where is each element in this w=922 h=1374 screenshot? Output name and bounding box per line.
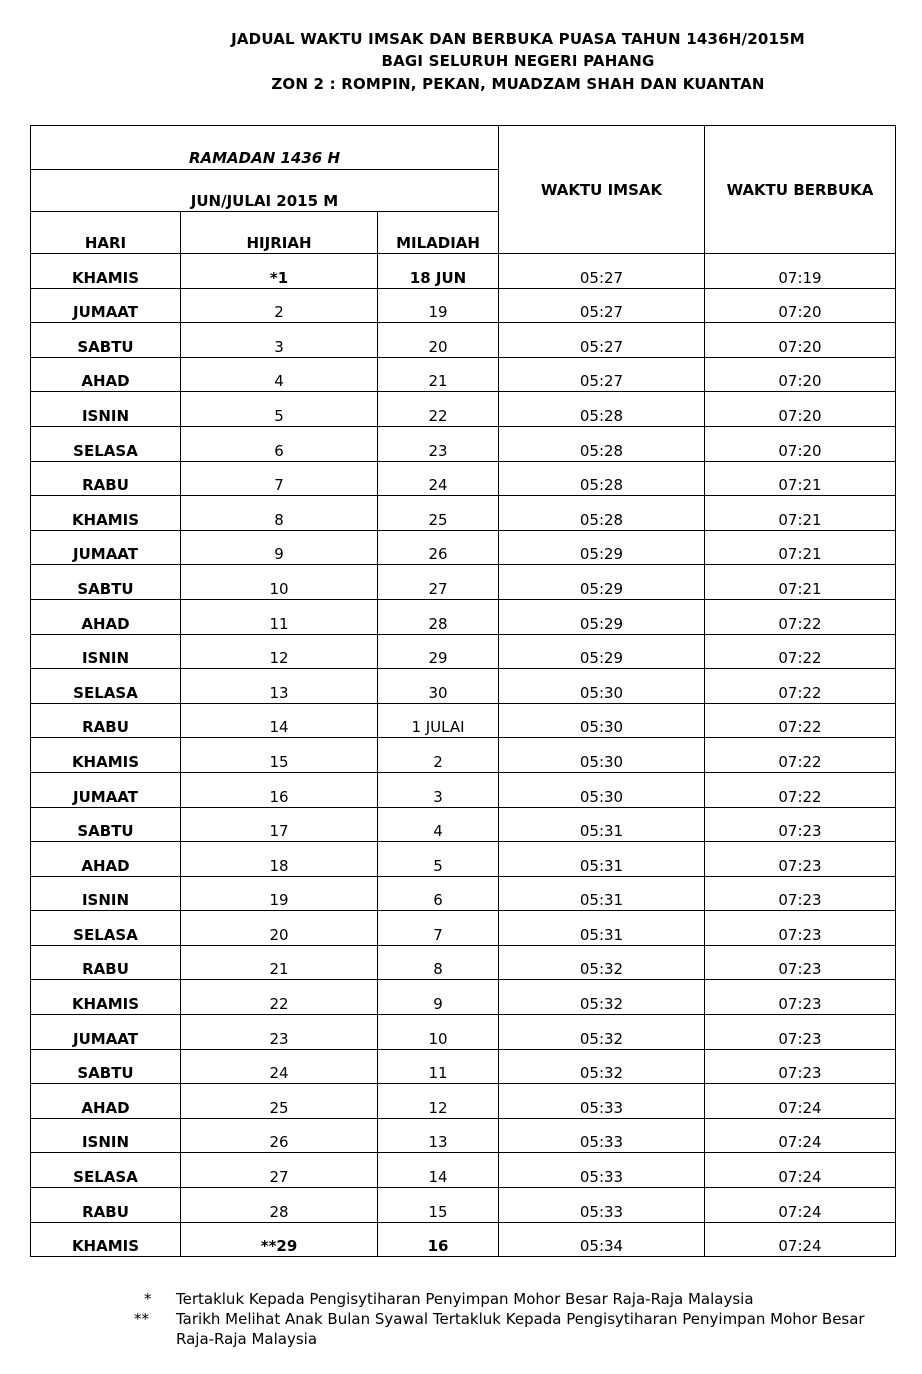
header-berbuka: WAKTU BERBUKA [705,126,896,254]
cell-hijriah: 28 [181,1188,378,1223]
cell-miladiah: 6 [378,876,499,911]
table-row [31,599,896,634]
cell-hijriah: 13 [181,669,378,704]
table-row [31,1188,896,1223]
cell-hari: RABU [31,1188,181,1223]
cell-imsak: 05:32 [499,1049,705,1084]
cell-miladiah: 14 [378,1153,499,1188]
cell-hijriah: 9 [181,530,378,565]
cell-hari: RABU [31,945,181,980]
cell-berbuka: 07:20 [705,426,896,461]
cell-miladiah: 19 [378,288,499,323]
cell-berbuka: 07:21 [705,496,896,531]
cell-imsak: 05:32 [499,945,705,980]
cell-imsak: 05:29 [499,530,705,565]
cell-miladiah: 10 [378,1015,499,1050]
cell-imsak: 05:28 [499,426,705,461]
cell-berbuka: 07:24 [705,1153,896,1188]
cell-miladiah: 7 [378,911,499,946]
cell-hari: SELASA [31,911,181,946]
header-ramadan: RAMADAN 1436 H [31,126,499,170]
cell-berbuka: 07:24 [705,1118,896,1153]
cell-hijriah: 5 [181,392,378,427]
cell-hijriah: 20 [181,911,378,946]
header-hijriah: HIJRIAH [181,212,378,254]
table-row [31,461,896,496]
cell-miladiah: 21 [378,357,499,392]
cell-miladiah: 1 JULAI [378,703,499,738]
table-row [31,1049,896,1084]
cell-berbuka: 07:23 [705,980,896,1015]
cell-berbuka: 07:19 [705,254,896,289]
cell-hari: SABTU [31,565,181,600]
cell-berbuka: 07:22 [705,703,896,738]
cell-hari: KHAMIS [31,496,181,531]
cell-hari: SELASA [31,426,181,461]
cell-imsak: 05:27 [499,357,705,392]
table-row [31,392,896,427]
cell-imsak: 05:30 [499,703,705,738]
table-row [31,634,896,669]
cell-berbuka: 07:22 [705,738,896,773]
cell-hari: ISNIN [31,1118,181,1153]
cell-hari: KHAMIS [31,254,181,289]
cell-hijriah: 8 [181,496,378,531]
cell-hari: AHAD [31,599,181,634]
cell-miladiah: 25 [378,496,499,531]
cell-miladiah: 2 [378,738,499,773]
cell-miladiah: 5 [378,842,499,877]
cell-hijriah: 2 [181,288,378,323]
cell-berbuka: 07:20 [705,392,896,427]
table-row [31,772,896,807]
cell-berbuka: 07:23 [705,1049,896,1084]
cell-imsak: 05:33 [499,1153,705,1188]
table-row [31,842,896,877]
cell-hari: KHAMIS [31,980,181,1015]
cell-miladiah: 23 [378,426,499,461]
cell-imsak: 05:30 [499,772,705,807]
header-month: JUN/JULAI 2015 M [31,170,499,212]
table-row [31,807,896,842]
cell-hari: SABTU [31,807,181,842]
cell-hijriah: **29 [181,1222,378,1257]
cell-berbuka: 07:22 [705,669,896,704]
cell-hari: ISNIN [31,392,181,427]
cell-imsak: 05:28 [499,496,705,531]
cell-berbuka: 07:20 [705,288,896,323]
cell-hijriah: 6 [181,426,378,461]
cell-hari: JUMAAT [31,288,181,323]
cell-berbuka: 07:20 [705,357,896,392]
schedule-table [30,125,896,1257]
table-row [31,738,896,773]
cell-imsak: 05:27 [499,323,705,358]
cell-imsak: 05:31 [499,876,705,911]
cell-miladiah: 15 [378,1188,499,1223]
cell-berbuka: 07:22 [705,772,896,807]
table-row [31,357,896,392]
cell-hari: JUMAAT [31,530,181,565]
cell-hijriah: 15 [181,738,378,773]
table-row [31,565,896,600]
cell-berbuka: 07:22 [705,599,896,634]
table-row [31,1153,896,1188]
cell-hari: KHAMIS [31,1222,181,1257]
cell-imsak: 05:31 [499,807,705,842]
cell-miladiah: 9 [378,980,499,1015]
cell-berbuka: 07:23 [705,1015,896,1050]
cell-hari: JUMAAT [31,772,181,807]
cell-imsak: 05:31 [499,842,705,877]
cell-hijriah: 19 [181,876,378,911]
cell-hijriah: 21 [181,945,378,980]
footnote-mark: * [144,1290,152,1308]
cell-imsak: 05:28 [499,392,705,427]
cell-hari: RABU [31,703,181,738]
cell-hijriah: 10 [181,565,378,600]
table-row [31,426,896,461]
cell-miladiah: 28 [378,599,499,634]
table-row [31,288,896,323]
cell-miladiah: 3 [378,772,499,807]
cell-hijriah: 12 [181,634,378,669]
cell-hijriah: 22 [181,980,378,1015]
cell-miladiah: 11 [378,1049,499,1084]
cell-berbuka: 07:22 [705,634,896,669]
cell-berbuka: 07:23 [705,911,896,946]
cell-miladiah: 26 [378,530,499,565]
table-row [31,911,896,946]
cell-imsak: 05:33 [499,1084,705,1119]
cell-imsak: 05:29 [499,599,705,634]
cell-hijriah: 24 [181,1049,378,1084]
cell-imsak: 05:28 [499,461,705,496]
cell-berbuka: 07:21 [705,461,896,496]
cell-hari: ISNIN [31,634,181,669]
cell-miladiah: 4 [378,807,499,842]
footnote-mark: ** [134,1310,149,1328]
cell-berbuka: 07:24 [705,1188,896,1223]
cell-imsak: 05:34 [499,1222,705,1257]
table-row [31,496,896,531]
cell-imsak: 05:32 [499,1015,705,1050]
cell-hari: SABTU [31,1049,181,1084]
table-row [31,669,896,704]
cell-hijriah: 26 [181,1118,378,1153]
cell-berbuka: 07:23 [705,807,896,842]
cell-imsak: 05:33 [499,1118,705,1153]
cell-berbuka: 07:20 [705,323,896,358]
header-imsak: WAKTU IMSAK [499,126,705,254]
cell-hijriah: 27 [181,1153,378,1188]
cell-hijriah: 4 [181,357,378,392]
cell-berbuka: 07:24 [705,1222,896,1257]
cell-hari: AHAD [31,357,181,392]
header-hari: HARI [31,212,181,254]
cell-hijriah: 17 [181,807,378,842]
table-row [31,530,896,565]
cell-miladiah: 27 [378,565,499,600]
cell-imsak: 05:29 [499,565,705,600]
cell-hijriah: 14 [181,703,378,738]
header-miladiah: MILADIAH [378,212,499,254]
cell-berbuka: 07:23 [705,945,896,980]
table-row [31,1118,896,1153]
footnote [130,1309,876,1349]
cell-imsak: 05:30 [499,669,705,704]
cell-imsak: 05:31 [499,911,705,946]
cell-miladiah: 24 [378,461,499,496]
table-row [31,703,896,738]
cell-hijriah: 7 [181,461,378,496]
cell-hari: AHAD [31,842,181,877]
cell-hijriah: 16 [181,772,378,807]
table-row [31,945,896,980]
cell-hari: KHAMIS [31,738,181,773]
cell-hari: AHAD [31,1084,181,1119]
table-row [31,1222,896,1257]
footnotes [130,1289,876,1349]
cell-hari: ISNIN [31,876,181,911]
cell-berbuka: 07:24 [705,1084,896,1119]
cell-hijriah: 25 [181,1084,378,1119]
cell-hari: RABU [31,461,181,496]
document-title: JADUAL WAKTU IMSAK DAN BERBUKA PUASA TAHUN 1436H/2015M [231,30,805,48]
cell-hijriah: 11 [181,599,378,634]
cell-hijriah: 18 [181,842,378,877]
cell-miladiah: 12 [378,1084,499,1119]
cell-imsak: 05:32 [499,980,705,1015]
cell-berbuka: 07:23 [705,842,896,877]
cell-hijriah: *1 [181,254,378,289]
table-row [31,1084,896,1119]
cell-miladiah: 16 [378,1222,499,1257]
cell-miladiah: 30 [378,669,499,704]
cell-miladiah: 18 JUN [378,254,499,289]
footnote-text: Tarikh Melihat Anak Bulan Syawal Tertakluk Kepada Pengisytiharan Penyimpan Mohor Besar Raja-Raja Malaysia [176,1310,865,1348]
cell-imsak: 05:30 [499,738,705,773]
cell-hari: JUMAAT [31,1015,181,1050]
table-row [31,323,896,358]
cell-hari: SABTU [31,323,181,358]
cell-miladiah: 13 [378,1118,499,1153]
document-subtitle: BAGI SELURUH NEGERI PAHANG [381,52,655,70]
cell-miladiah: 22 [378,392,499,427]
cell-berbuka: 07:23 [705,876,896,911]
footnote-text: Tertakluk Kepada Pengisytiharan Penyimpan Mohor Besar Raja-Raja Malaysia [176,1290,754,1308]
cell-berbuka: 07:21 [705,530,896,565]
cell-imsak: 05:33 [499,1188,705,1223]
footnote [130,1289,876,1309]
cell-hari: SELASA [31,669,181,704]
document-zone: ZON 2 : ROMPIN, PEKAN, MUADZAM SHAH DAN KUANTAN [271,75,765,93]
cell-miladiah: 8 [378,945,499,980]
table-row [31,980,896,1015]
cell-imsak: 05:27 [499,254,705,289]
table-row [31,1015,896,1050]
table-row [31,876,896,911]
cell-hari: SELASA [31,1153,181,1188]
cell-imsak: 05:27 [499,288,705,323]
cell-imsak: 05:29 [499,634,705,669]
cell-berbuka: 07:21 [705,565,896,600]
cell-miladiah: 29 [378,634,499,669]
cell-hijriah: 3 [181,323,378,358]
table-row [31,254,896,289]
cell-hijriah: 23 [181,1015,378,1050]
cell-miladiah: 20 [378,323,499,358]
